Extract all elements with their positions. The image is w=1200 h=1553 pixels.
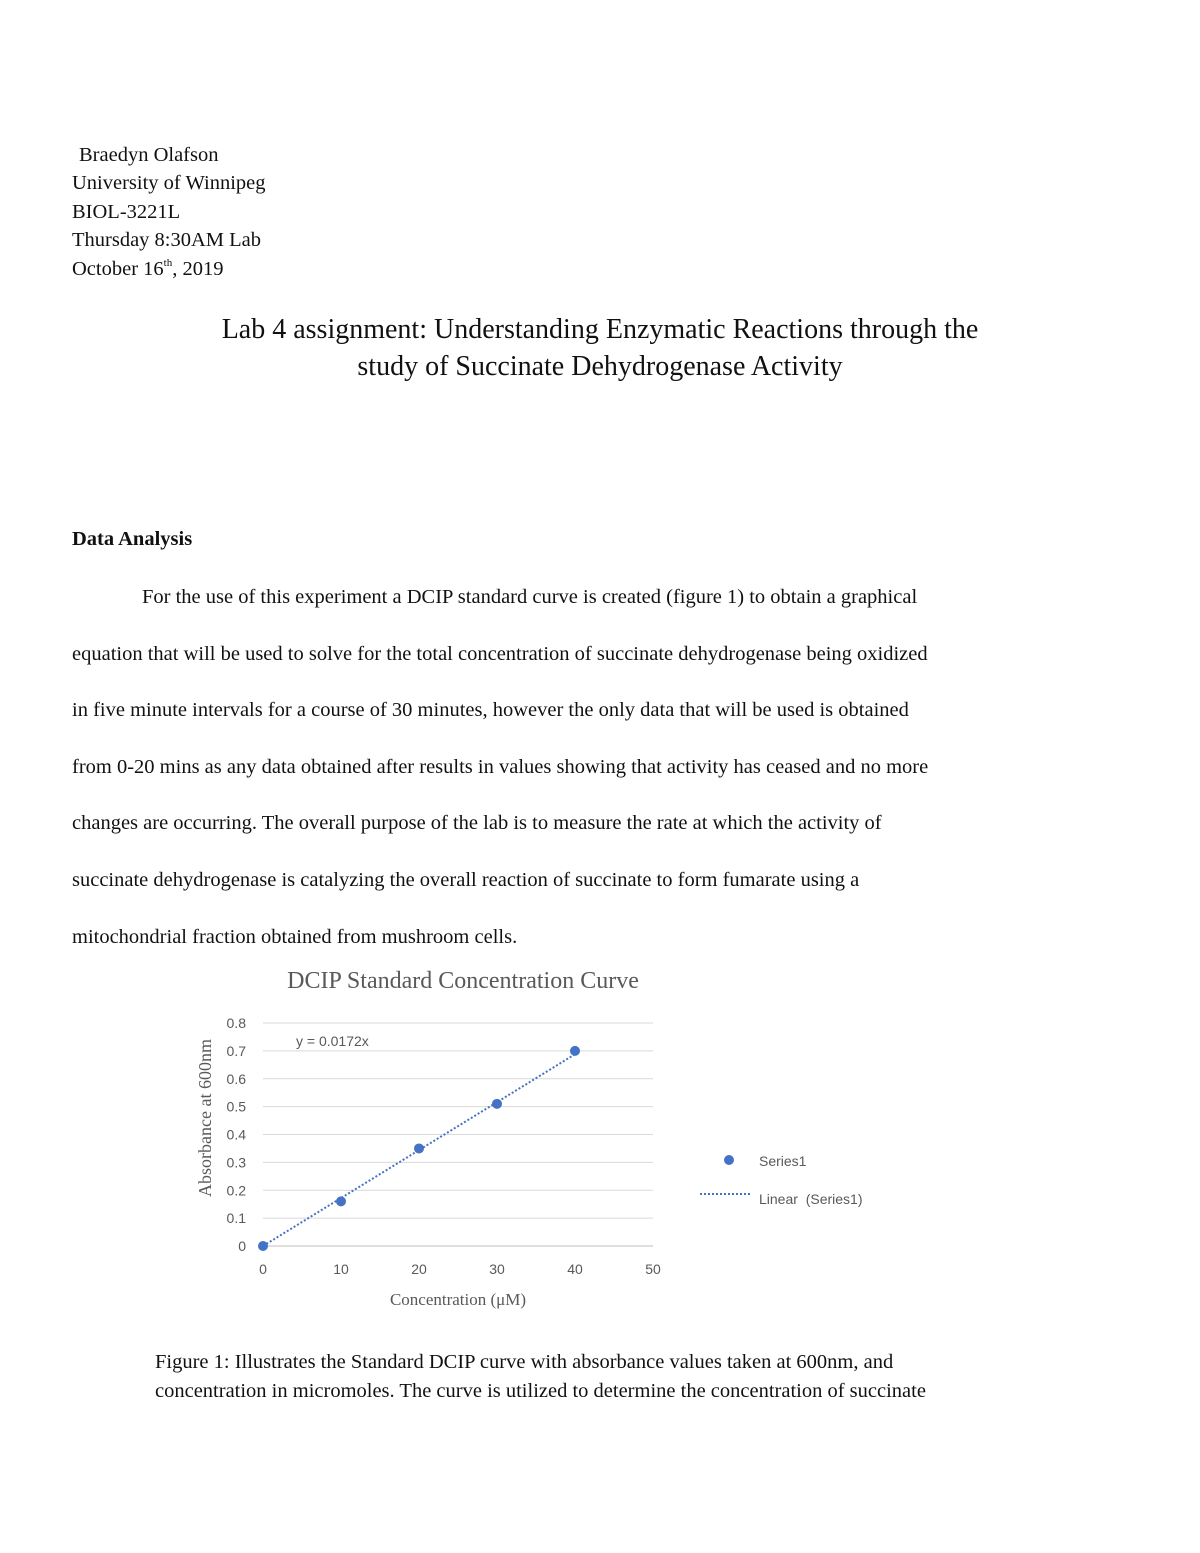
- chart-title: DCIP Standard Concentration Curve: [287, 968, 639, 994]
- y-tick-label: 0.4: [226, 1126, 246, 1143]
- course-code: BIOL-3221L: [72, 200, 181, 223]
- x-axis-ticks: [259, 1261, 661, 1277]
- legend-series1-label: Series1: [759, 1153, 807, 1169]
- section-heading: Data Analysis: [72, 528, 193, 550]
- paragraph-line: equation that will be used to solve for the total concentration of succinate dehydrogenase being oxidized: [72, 642, 928, 665]
- trendline-equation: y = 0.0172x: [296, 1033, 369, 1049]
- y-axis-ticks: [227, 1015, 247, 1254]
- data-point: [258, 1241, 268, 1251]
- legend-trendline-label: Linear (Series1): [759, 1191, 863, 1207]
- date-prefix: October 16: [72, 257, 164, 280]
- chart-legend: [700, 1153, 863, 1207]
- data-points: [258, 1046, 580, 1251]
- title-line-2: study of Succinate Dehydrogenase Activity: [357, 351, 843, 382]
- y-tick-label: 0.2: [226, 1182, 246, 1199]
- x-tick-label: 40: [567, 1261, 583, 1277]
- x-tick-label: 20: [411, 1261, 427, 1277]
- date-ordinal: th: [163, 256, 173, 269]
- dcip-standard-curve-chart: [180, 958, 920, 1313]
- paragraph-line: in five minute intervals for a course of 30 minutes, however the only data that will be used is obtained: [72, 699, 909, 722]
- y-tick-label: 0.3: [226, 1154, 246, 1171]
- x-tick-label: 30: [489, 1261, 505, 1277]
- data-point: [414, 1143, 424, 1153]
- paragraph-line: mitochondrial fraction obtained from mushroom cells.: [72, 925, 518, 948]
- y-tick-label: 0.6: [226, 1070, 246, 1087]
- body-paragraph: [72, 582, 1072, 978]
- y-tick-label: 0: [238, 1238, 246, 1254]
- x-tick-label: 10: [333, 1261, 349, 1277]
- university-name: University of Winnipeg: [72, 172, 266, 195]
- caption-line-1: Figure 1: Illustrates the Standard DCIP curve with absorbance values taken at 600nm, and: [155, 1351, 894, 1373]
- y-tick-label: 0.7: [226, 1042, 246, 1059]
- y-tick-label: 0.5: [226, 1098, 246, 1115]
- x-axis-label: Concentration (μM): [389, 1290, 527, 1309]
- document-title: [0, 311, 1200, 385]
- paragraph-line: changes are occurring. The overall purpose of the lab is to measure the rate at which the activity of: [72, 812, 882, 835]
- author-name: Braedyn Olafson: [79, 144, 219, 166]
- paragraph-line: from 0-20 mins as any data obtained after results in values showing that activity has ceased and no more: [72, 755, 929, 778]
- y-axis-label: Absorbance at 600nm: [195, 1039, 215, 1197]
- caption-line-2: concentration in micromoles. The curve is utilized to determine the concentration of succinate: [155, 1379, 926, 1402]
- submission-date: [72, 255, 266, 283]
- data-point: [336, 1196, 346, 1206]
- data-point: [492, 1099, 502, 1109]
- x-tick-label: 0: [259, 1261, 267, 1277]
- figure-caption: [155, 1348, 926, 1405]
- date-suffix: , 2019: [172, 257, 224, 280]
- paragraph-line: For the use of this experiment a DCIP standard curve is created (figure 1) to obtain a graphical: [142, 586, 918, 608]
- y-tick-label: 0.8: [226, 1015, 246, 1031]
- lab-session: Thursday 8:30AM Lab: [72, 229, 262, 252]
- data-point: [570, 1046, 580, 1056]
- paragraph-line: succinate dehydrogenase is catalyzing the overall reaction of succinate to form fumarate using a: [72, 868, 860, 891]
- y-tick-label: 0.1: [226, 1210, 246, 1227]
- x-tick-label: 50: [645, 1261, 661, 1277]
- title-line-1: Lab 4 assignment: Understanding Enzymatic Reactions through the: [221, 314, 979, 345]
- chart-gridlines: [263, 1023, 653, 1246]
- author-info: [72, 141, 266, 283]
- legend-series1-marker: [724, 1155, 734, 1165]
